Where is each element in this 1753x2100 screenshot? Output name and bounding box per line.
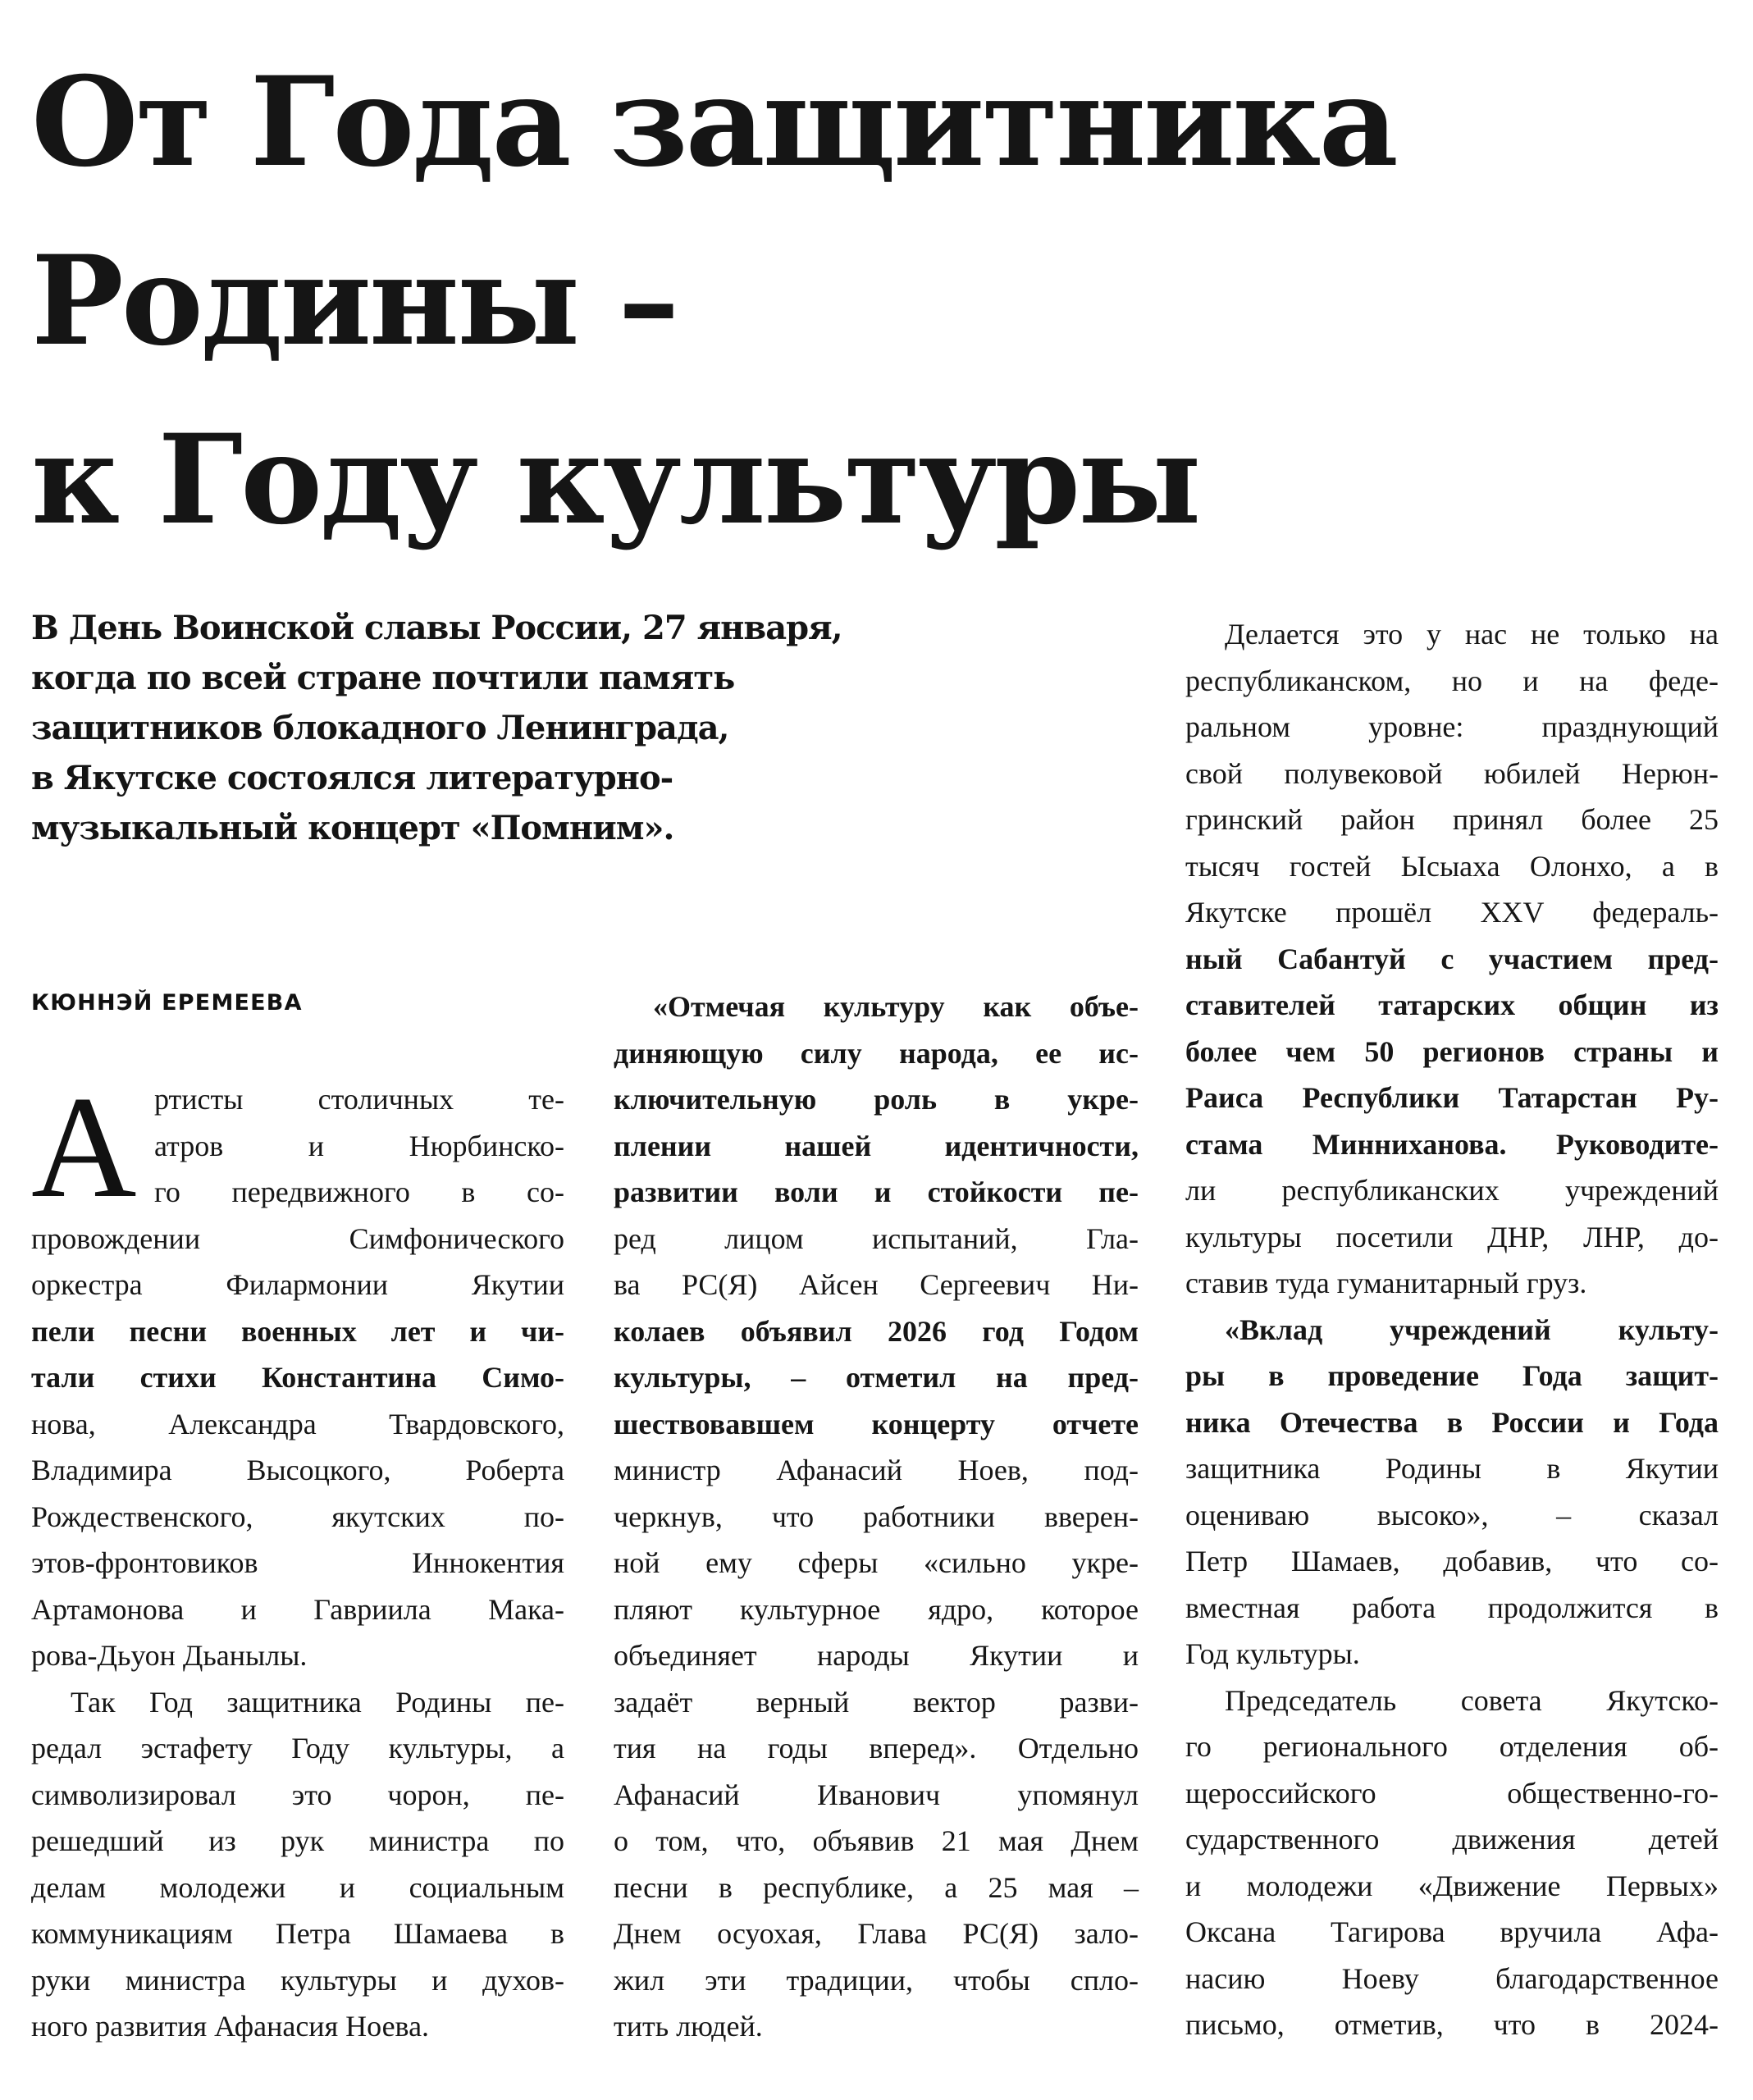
text-line: и молодежи «Движение Первых» — [1185, 1869, 1719, 1902]
text-line: оркестра Филармонии Якутии — [31, 1268, 564, 1301]
text-line: делам молодежи и социальным — [31, 1870, 564, 1904]
text-line: защитника Родины в Якутии — [1185, 1452, 1719, 1485]
lead-line: защитников блокадного Ленинграда, — [31, 709, 729, 747]
text-line: ный Сабантуй с участием пред- — [1185, 942, 1719, 975]
lead-paragraph — [31, 603, 1114, 853]
text-line: рова-Дьуон Дьанылы. — [31, 1639, 308, 1672]
text-line: задаёт верный вектор разви- — [614, 1685, 1139, 1719]
text-line: насию Ноеву благодарственное — [1185, 1961, 1719, 1995]
text-line: Рождественского, якутских по- — [31, 1500, 564, 1533]
text-line: ного развития Афанасия Ноева. — [31, 2010, 430, 2043]
text-line: Владимира Высоцкого, Роберта — [31, 1454, 564, 1486]
text-line: развитии воли и стойкости пе- — [614, 1176, 1139, 1208]
text-line: Раиса Республики Татарстан Ру- — [1185, 1081, 1719, 1114]
text-line: символизировал это чорон, пе- — [31, 1778, 564, 1811]
text-line: гринский район принял более 25 — [1185, 803, 1719, 836]
text-line: шествовавшем концерту отчете — [614, 1407, 1139, 1440]
text-line: тить людей. — [614, 2010, 763, 2043]
text-line: оцениваю высоко», – сказал — [1185, 1498, 1719, 1532]
lead-line: в Якутске состоялся литературно- — [31, 759, 673, 797]
text-line: ключительную роль в укре- — [614, 1083, 1139, 1116]
text-line: черкнув, что работники вверен- — [614, 1500, 1139, 1533]
text-line: Афанасий Иванович упомянул — [614, 1778, 1139, 1811]
text-line: тали стихи Константина Симо- — [31, 1361, 564, 1394]
text-line: тысяч гостей Ысыаха Олонхо, а в — [1185, 849, 1719, 883]
author-byline: КЮННЭЙ ЕРЕМЕЕВА — [31, 990, 303, 1016]
headline-line: Родины – — [31, 229, 678, 373]
text-line: Так Год защитника Родины пе- — [71, 1685, 564, 1719]
text-line: атров и Нюрбинско- — [154, 1129, 564, 1162]
text-line: этов-фронтовиков Иннокентия — [31, 1546, 564, 1579]
text-line: плении нашей идентичности, — [614, 1129, 1139, 1162]
text-line: вместная работа продолжится в — [1185, 1591, 1719, 1624]
headline-line: От Года защитника — [31, 50, 1396, 194]
drop-cap: А — [31, 1066, 137, 1228]
body-column-1 — [31, 1066, 564, 2050]
text-line: диняющую силу народа, ее ис- — [614, 1036, 1139, 1070]
text-line: свой полувековой юбилей Нерюн- — [1185, 756, 1719, 790]
text-line: «Отмечая культуру как объе- — [653, 990, 1139, 1023]
text-line: ртисты столичных те- — [154, 1083, 564, 1116]
text-line: ника Отечества в России и Года — [1185, 1405, 1719, 1439]
text-line: жил эти традиции, чтобы спло- — [614, 1963, 1139, 1997]
text-line: республиканском, но и на феде- — [1185, 664, 1719, 697]
text-line: о том, что, объявив 21 мая Днем — [614, 1824, 1139, 1857]
lead-line: В День Воинской славы России, 27 января, — [31, 609, 842, 647]
text-line: ва РС(Я) Айсен Сергеевич Ни- — [614, 1268, 1139, 1301]
text-line: щероссийского общественно-го- — [1185, 1776, 1719, 1810]
lead-line: когда по всей стране почтили память — [31, 659, 735, 697]
text-line: культуры посетили ДНР, ЛНР, до- — [1185, 1220, 1719, 1253]
text-line: ной ему сферы «сильно укре- — [614, 1546, 1139, 1579]
text-line: ставителей татарских общин из — [1185, 988, 1719, 1021]
text-line: ры в проведение Года защит- — [1185, 1359, 1719, 1392]
text-line: руки министра культуры и духов- — [31, 1963, 564, 1997]
text-line: Петр Шамаев, добавив, что со- — [1185, 1545, 1719, 1577]
text-line: нова, Александра Твардовского, — [31, 1407, 564, 1440]
text-line: Днем осуохая, Глава РС(Я) зало- — [614, 1917, 1139, 1950]
text-line: министр Афанасий Ноев, под- — [614, 1454, 1139, 1486]
lead-line: музыкальный концерт «Помним». — [31, 809, 674, 847]
text-line: Оксана Тагирова вручила Афа- — [1185, 1915, 1719, 1948]
headline — [31, 33, 1705, 569]
text-line: пляют культурное ядро, которое — [614, 1592, 1139, 1626]
text-line: ставив туда гуманитарный груз. — [1185, 1267, 1587, 1299]
text-line: пели песни военных лет и чи- — [31, 1314, 564, 1348]
text-line: ли республиканских учреждений — [1185, 1174, 1719, 1207]
text-line: сударственного движения детей — [1185, 1823, 1719, 1856]
text-line: Артамонова и Гавриила Мака- — [31, 1592, 564, 1626]
text-line: культуры, – отметил на пред- — [614, 1361, 1139, 1394]
text-line: «Вклад учреждений культу- — [1225, 1312, 1719, 1346]
text-line: коммуникациям Петра Шамаева в — [31, 1917, 564, 1950]
text-line: письмо, отметив, что в 2024- — [1185, 2008, 1719, 2041]
text-line: Председатель совета Якутско- — [1225, 1683, 1719, 1717]
text-line: стама Минниханова. Руководите- — [1185, 1127, 1719, 1161]
text-line: Год культуры. — [1185, 1637, 1360, 1670]
text-line: более чем 50 регионов страны и — [1185, 1034, 1719, 1068]
text-line: редал эстафету Году культуры, а — [31, 1732, 564, 1764]
text-line: песни в республике, а 25 мая – — [614, 1870, 1139, 1904]
text-line: Делается это у нас не только на — [1225, 618, 1719, 651]
headline-line: к Году культуры — [31, 408, 1199, 552]
text-line: решедший из рук министра по — [31, 1824, 564, 1857]
text-line: объединяет народы Якутии и — [614, 1639, 1139, 1672]
text-line: ред лицом испытаний, Гла- — [614, 1221, 1139, 1255]
text-line: ральном уровне: празднующий — [1185, 710, 1719, 743]
text-line: провождении Симфонического — [31, 1221, 564, 1255]
text-line: го регионального отделения об- — [1185, 1730, 1719, 1763]
text-line: Якутске прошёл XXV федераль- — [1185, 896, 1719, 929]
text-line: го передвижного в со- — [154, 1176, 564, 1208]
text-line: колаев объявил 2026 год Годом — [614, 1314, 1139, 1348]
body-column-2 — [614, 984, 1139, 2050]
text-line: тия на годы вперед». Отдельно — [614, 1732, 1139, 1764]
body-column-3 — [1185, 611, 1719, 2048]
